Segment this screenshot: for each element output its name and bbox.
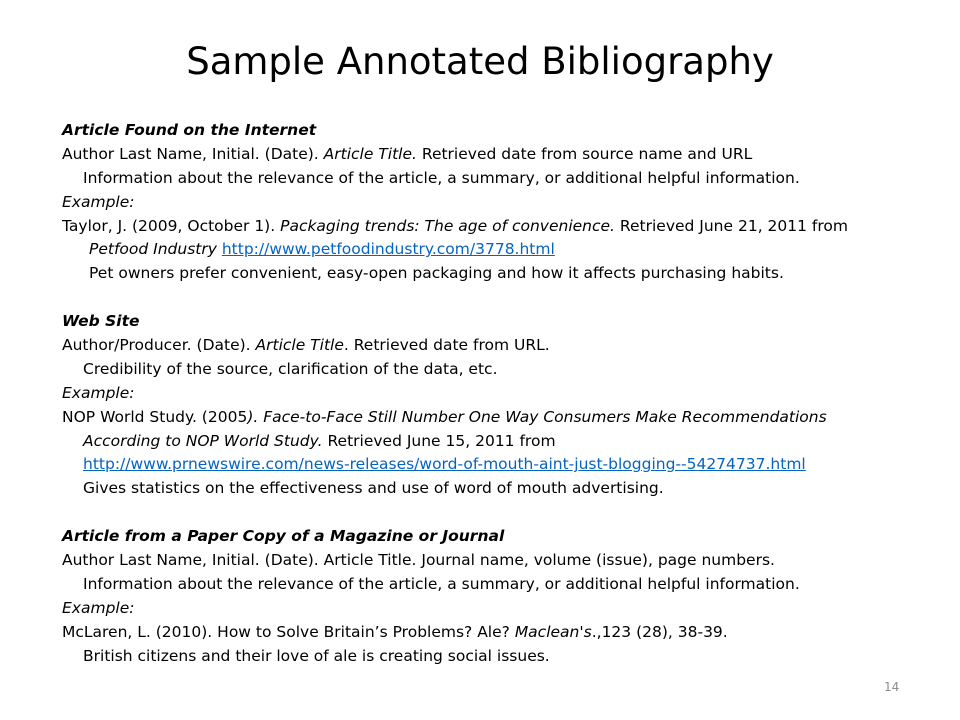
bibliography-line (62, 406, 942, 430)
italic-text: Maclean's (514, 622, 592, 641)
bibliography-line (62, 549, 942, 573)
bibliography-line (62, 215, 942, 239)
italic-text: Petfood Industry (89, 240, 217, 259)
slide-title: Sample Annotated Bibliography (186, 40, 774, 83)
bibliography-line (62, 358, 942, 382)
section-heading: Article from a Paper Copy of a Magazine or Journal (62, 527, 505, 546)
text-segment: Author Last Name, Initial. (Date). Article Title. Journal name, volume (issue), page numbers. (62, 551, 775, 570)
page-number: 14 (884, 680, 900, 694)
text-segment: British citizens and their love of ale is creating social issues. (83, 646, 550, 665)
bibliography-line (62, 262, 942, 286)
bibliography-line (62, 645, 942, 669)
italic-text: Article Title (255, 336, 344, 355)
url-link[interactable]: http://www.prnewswire.com/news-releases/word-of-mouth-aint-just-blogging--54274737.html (83, 455, 806, 474)
blank-line (62, 501, 942, 525)
bibliography-line (62, 453, 942, 477)
bibliography-line (62, 191, 942, 215)
text-segment: Information about the relevance of the article, a summary, or additional helpful information. (83, 574, 800, 593)
bibliography-body (62, 119, 942, 668)
text-segment: McLaren, L. (2010). How to Solve Britain’s Problems? Ale? (62, 622, 515, 641)
bibliography-line (62, 597, 942, 621)
url-link[interactable]: http://www.petfoodindustry.com/3778.html (221, 240, 555, 259)
bibliography-line (62, 310, 942, 334)
text-segment: Author/Producer. (Date). (62, 336, 256, 355)
text-segment: Credibility of the source, clarification of the data, etc. (83, 359, 498, 378)
italic-text: ). Face-to-Face Still Number One Way Consumers Make Recommendations (247, 407, 827, 426)
bibliography-line (62, 621, 942, 645)
text-segment: Retrieved date from source name and URL (416, 144, 753, 163)
bibliography-line (62, 238, 942, 262)
bibliography-line (62, 477, 942, 501)
blank-line (62, 286, 942, 310)
italic-text: According to NOP World Study. (83, 431, 323, 450)
text-segment: NOP World Study. (2005 (62, 407, 248, 426)
bibliography-line (62, 382, 942, 406)
bibliography-line (62, 119, 942, 143)
text-segment: Gives statistics on the effectiveness and use of word of mouth advertising. (83, 479, 664, 498)
bibliography-line (62, 573, 942, 597)
section-heading: Web Site (62, 312, 140, 331)
text-segment: Retrieved June 21, 2011 from (614, 216, 848, 235)
italic-text: Example: (62, 383, 135, 402)
text-segment: .,123 (28), 38-39. (591, 622, 728, 641)
italic-text: Example: (62, 192, 135, 211)
text-segment: Taylor, J. (2009, October 1). (62, 216, 281, 235)
text-segment: Author Last Name, Initial. (Date). (62, 144, 324, 163)
italic-text: Article Title. (323, 144, 417, 163)
italic-text: Example: (62, 598, 135, 617)
section-heading: Article Found on the Internet (62, 121, 317, 139)
bibliography-line (62, 143, 942, 167)
text-segment: Pet owners prefer convenient, easy-open packaging and how it affects purchasing habits. (89, 264, 784, 283)
bibliography-line (62, 334, 942, 358)
italic-text: Packaging trends: The age of convenience. (280, 216, 615, 235)
bibliography-line (62, 430, 942, 454)
text-segment: Information about the relevance of the article, a summary, or additional helpful information. (83, 168, 800, 187)
bibliography-line (62, 167, 942, 191)
bibliography-line (62, 525, 942, 549)
text-segment: . Retrieved date from URL. (343, 336, 550, 355)
text-segment: Retrieved June 15, 2011 from (322, 431, 556, 450)
